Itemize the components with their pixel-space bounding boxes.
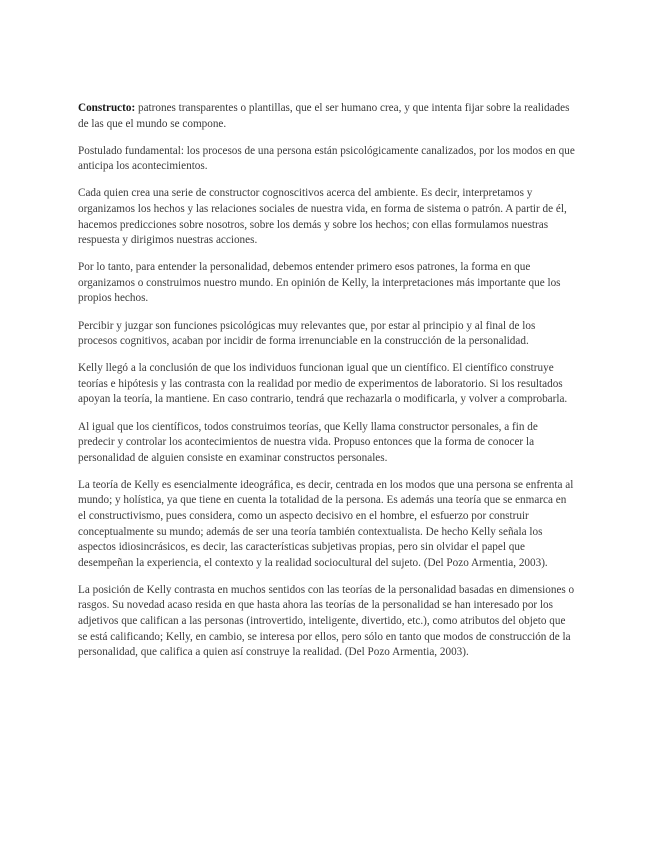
- document-body: [78, 101, 576, 672]
- paragraph-postulado: Postulado fundamental: los procesos de una persona están psicológicamente canalizados, por los modos en que anticipa los acontecimientos.: [78, 144, 575, 173]
- paragraph-teoria-kelly: La teoría de Kelly es esencialmente ideográfica, es decir, centrada en los modos que una persona se enfrenta al mundo; y holística, ya que tiene en cuenta la totalidad de la persona. Es además una teoría que se enmarca en el constructivismo, pues considera, como un aspecto decisivo en el hombre, el esfuerzo por construir conceptualmente su mundo; además de ser una teoría también contextualista. De hecho Kelly señala los aspectos idiosincrásicos, es decir, las características subjetivas propias, pero sin olvidar el papel que desempeñan la experiencia, el contexto y la realidad sociocultural del sujeto. (Del Pozo Armentia, 2003).: [78, 478, 574, 569]
- definition-paragraph: [78, 101, 576, 132]
- definition-term: Constructo:: [78, 102, 136, 114]
- definition-text: patrones transparentes o plantillas, que el ser humano crea, y que intenta fijar sobre la realidades de las que el mundo se compone.: [78, 102, 570, 130]
- paragraph-teorias: Al igual que los científicos, todos construimos teorías, que Kelly llama constructor personales, a fin de predecir y controlar los acontecimientos de nuestra vida. Propuso entonces que la forma de conocer la personalidad de alguien consiste en examinar constructos personales.: [78, 420, 538, 464]
- paragraph-constructores: Cada quien crea una serie de constructor cognoscitivos acerca del ambiente. Es decir, interpretamos y organizamos los hechos y las relaciones sociales de nuestra vida, en forma de sistema o patrón. A partir de él, hacemos predicciones sobre nosotros, sobre los demás y sobre los hechos; con ellas formulamos nuestras respuesta y dirigimos nuestras acciones.: [78, 187, 567, 247]
- paragraph-posicion-kelly: La posición de Kelly contrasta en muchos sentidos con las teorías de la personalidad basadas en dimensiones o rasgos. Su novedad acaso resida en que hasta ahora las teorías de la personalidad se han interesado por los adjetivos que califican a las personas (introvertido, inteligente, divertido, etc.), como atributos del objeto que se está calificando; Kelly, en cambio, se interesa por ellos, pero sólo en tanto que modos de construcción de la personalidad, que califica a quien así construye la realidad. (Del Pozo Armentia, 2003).: [78, 583, 575, 659]
- paragraph-percibir: Percibir y juzgar son funciones psicológicas muy relevantes que, por estar al principio y al final de los procesos cognitivos, acaban por incidir de forma irrenunciable en la construcción de la personalidad.: [78, 319, 536, 348]
- paragraph-cientifico: Kelly llegó a la conclusión de que los individuos funcionan igual que un científico. El científico construye teorías e hipótesis y las contrasta con la realidad por medio de experimentos de laboratorio. Si los resultados apoyan la teoría, la mantiene. En caso contrario, tendrá que rechazarla o modificarla, y volver a comprobarla.: [78, 362, 568, 406]
- paragraph-personalidad: Por lo tanto, para entender la personalidad, debemos entender primero esos patrones, la forma en que organizamos o construimos nuestro mundo. En opinión de Kelly, la interpretaciones más importante que los propios hechos.: [78, 261, 561, 305]
